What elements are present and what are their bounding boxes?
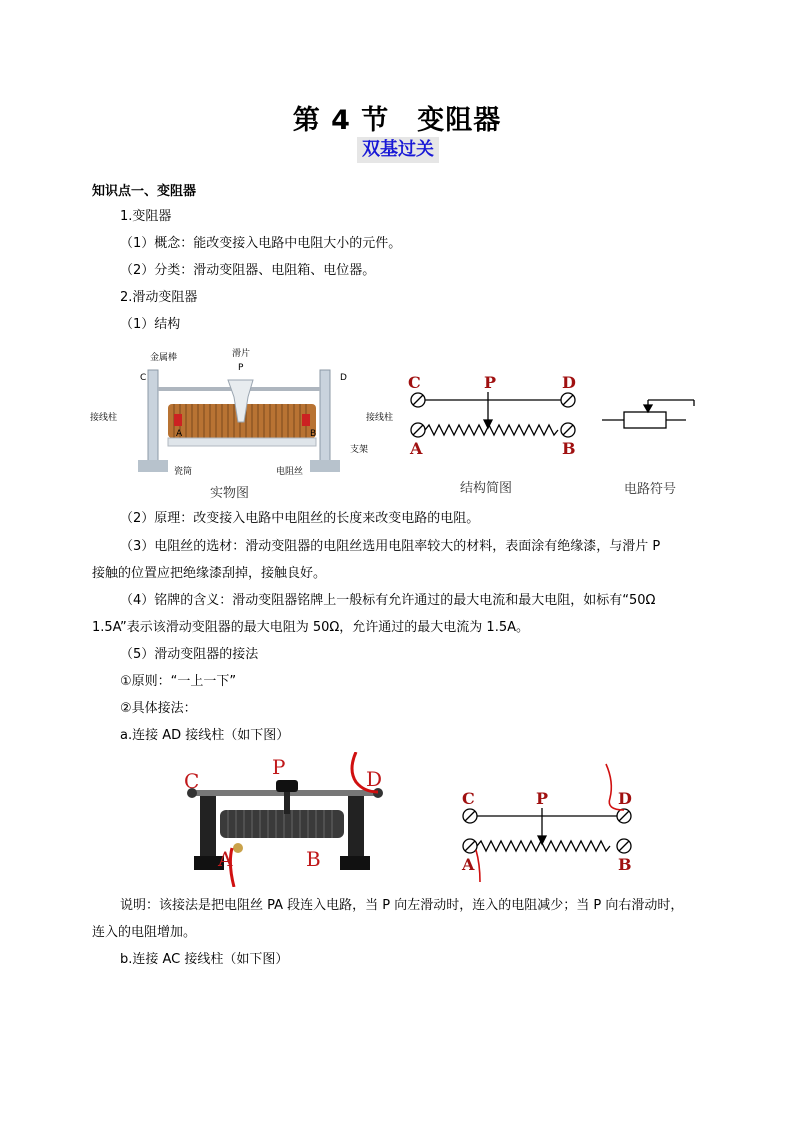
- diagram-label-p: P: [484, 373, 497, 392]
- classification-line: （2）分类：滑动变阻器、电阻箱、电位器。: [120, 263, 376, 278]
- label-terminal-right: 接线柱: [366, 413, 394, 423]
- figure-ad-connection: [180, 752, 650, 887]
- ac-connection-line: b.连接 AC 接线柱（如下图）: [120, 952, 289, 967]
- diagram2-label-a: A: [462, 855, 475, 874]
- explain-line-1: 说明：该接法是把电阻丝 PA 段连入电路，当 P 向左滑动时，连入的电阻减少；当 P 向右滑动时，: [120, 898, 684, 913]
- diagram-label-a: A: [410, 439, 423, 458]
- material-line-1: （3）电阻丝的选材：滑动变阻器的电阻丝选用电阻率较大的材料，表面涂有绝缘漆，与滑片 P: [120, 539, 661, 554]
- diagram2-label-b: B: [618, 855, 632, 874]
- photo-label-b: B: [306, 847, 321, 871]
- caption-diagram: 结构简图: [460, 481, 513, 496]
- label-d: D: [340, 373, 347, 383]
- connection-line: （5）滑动变阻器的接法: [120, 647, 259, 662]
- concept-line: （1）概念：能改变接入电路中电阻大小的元件。: [120, 236, 402, 251]
- photo-label-p: P: [272, 755, 286, 779]
- structure-diagram: [411, 392, 575, 437]
- circuit-symbol: [602, 400, 694, 428]
- page-title: 第 4 节 变阻器: [292, 105, 502, 136]
- diagram2-label-d: D: [618, 789, 632, 808]
- diagram-label-d: D: [562, 373, 576, 392]
- figure-structure: [88, 342, 708, 502]
- label-resistance-wire: 电阻丝: [276, 467, 304, 477]
- diagram-label-c: C: [408, 373, 421, 392]
- wire-a: [476, 850, 480, 882]
- structure-line: （1）结构: [120, 317, 181, 332]
- label-slider: 滑片: [232, 349, 251, 359]
- label-ceramic-tube: 瓷筒: [174, 467, 193, 477]
- caption-photo: 实物图: [210, 486, 250, 501]
- section-heading: 知识点一、变阻器: [92, 184, 197, 199]
- nameplate-line-1: （4）铭牌的含义：滑动变阻器铭牌上一般标有允许通过的最大电流和最大电阻，如标有“50Ω: [120, 593, 656, 608]
- principle-line: （2）原理：改变接入电路中电阻丝的长度来改变电路的电阻。: [120, 511, 480, 526]
- photo-label-d: D: [366, 767, 383, 791]
- rheostat-photo-illustration: [138, 370, 340, 472]
- label-terminal-left: 接线柱: [90, 413, 118, 423]
- label-stand: 支架: [350, 445, 369, 455]
- caption-symbol: 电路符号: [624, 482, 677, 497]
- structure-diagram-ad: [463, 808, 631, 853]
- item-sliding-rheostat: 2.滑动变阻器: [120, 290, 198, 305]
- label-slider-p: P: [238, 363, 244, 373]
- material-line-2: 接触的位置应把绝缘漆刮掉，接触良好。: [92, 566, 327, 581]
- nameplate-line-2: 1.5A”表示该滑动变阻器的最大电阻为 50Ω，允许通过的最大电流为 1.5A。: [92, 620, 530, 635]
- item-variable-resistor: 1.变阻器: [120, 209, 172, 224]
- diagram2-label-p: P: [536, 789, 549, 808]
- diagram-label-b: B: [562, 439, 576, 458]
- photo-label-a: A: [218, 847, 233, 871]
- ad-connection-line: a.连接 AD 接线柱（如下图）: [120, 728, 290, 743]
- label-b: B: [310, 429, 317, 439]
- label-c: C: [140, 373, 147, 383]
- method-line: ②具体接法：: [120, 701, 197, 716]
- explain-line-2: 连入的电阻增加。: [92, 925, 197, 940]
- diagram2-label-c: C: [462, 789, 475, 808]
- label-a: A: [176, 429, 183, 439]
- photo-label-c: C: [184, 769, 200, 793]
- label-metal-rod: 金属棒: [150, 353, 178, 363]
- subtitle-badge: 双基过关: [357, 137, 439, 163]
- rule-line: ①原则：“一上一下”: [120, 674, 237, 689]
